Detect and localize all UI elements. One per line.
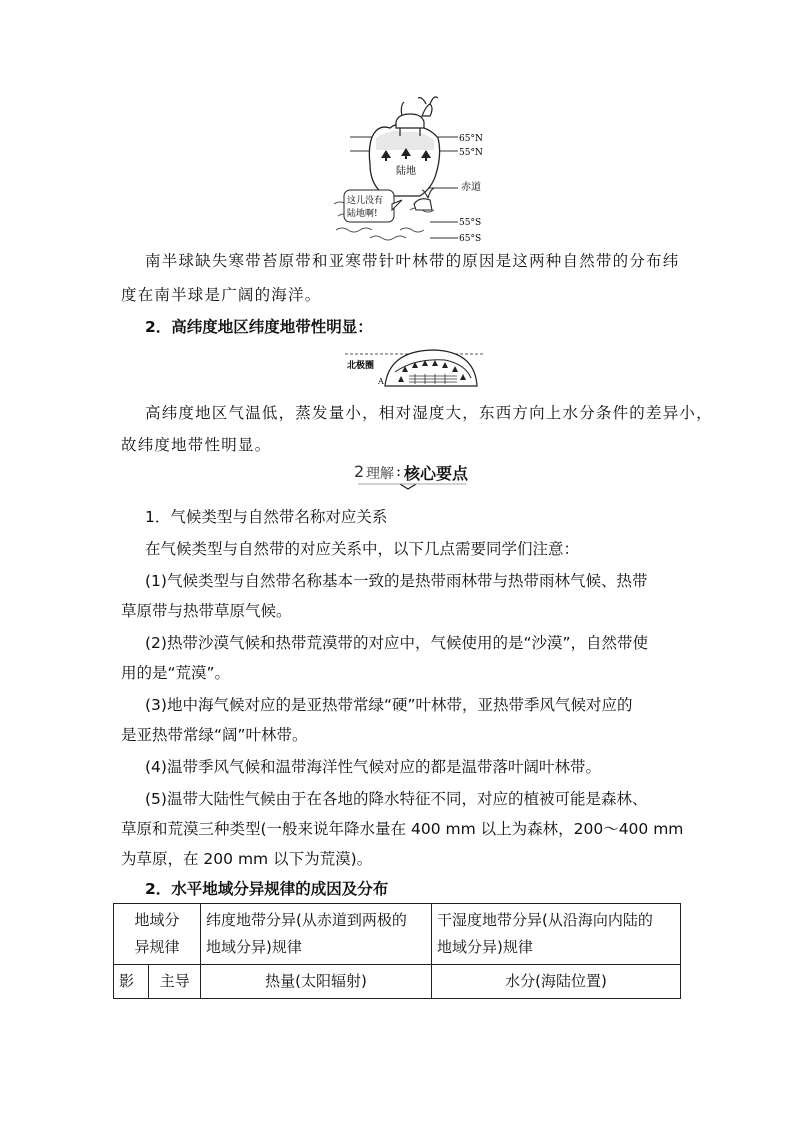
- banner-colon: :: [396, 462, 402, 480]
- table-h2-line1: 干湿度地带分异(从沿海向内陆的: [437, 911, 653, 929]
- lat-65s-label: 65°S: [459, 234, 482, 244]
- table-h2-line2: 地域分异)规律: [437, 938, 533, 956]
- equator-label: 赤道: [461, 182, 481, 193]
- table-h1-line2: 地域分异)规律: [206, 938, 302, 956]
- table-header-cell: [201, 904, 432, 965]
- land-label: 陆地: [396, 166, 416, 177]
- zonation-table: [113, 903, 681, 999]
- point1-n3-line2: 是亚热带常绿“阔”叶林带。: [121, 726, 308, 744]
- table-cell: 水分(海陆位置): [432, 965, 681, 999]
- banner-number: 2: [354, 462, 365, 481]
- lat-65n-label: 65°N: [459, 134, 483, 144]
- point1-n2-line2: 用的是“荒漠”。: [121, 664, 231, 682]
- point1-n5-line1: (5)温带大陆性气候由于在各地的降水特征不同，对应的植被可能是森林、: [145, 790, 648, 808]
- table-h0-line2: 异规律: [134, 938, 180, 956]
- point1-heading: 1．气候类型与自然带名称对应关系: [145, 508, 388, 526]
- point1-n4: (4)温带季风气候和温带海洋性气候对应的都是温带落叶阔叶林带。: [145, 758, 601, 776]
- table-header-cell: [114, 904, 201, 965]
- point-a-label: A: [378, 377, 384, 386]
- polar-zone-diagram: [345, 344, 485, 390]
- section-banner: [348, 460, 476, 490]
- table-h0-line1: 地域分: [134, 911, 180, 929]
- point1-n1-line2: 草原带与热带草原气候。: [121, 602, 292, 620]
- arctic-circle-label: 北极圈: [347, 361, 375, 371]
- table-cell: 影: [114, 965, 149, 999]
- lat-55s-label: 55°S: [459, 218, 482, 228]
- banner-label: 理解: [366, 466, 394, 482]
- table-header-cell: [432, 904, 681, 965]
- point1-n5-line3: 为草原，在 200 mm 以下为荒漠)。: [121, 850, 373, 868]
- item2-heading: 2．高纬度地区纬度地带性明显：: [145, 318, 373, 336]
- table-cell: 热量(太阳辐射): [201, 965, 432, 999]
- speech-line2: 陆地啊!: [347, 209, 378, 219]
- para1-line1: 南半球缺失寒带苔原带和亚寒带针叶林带的原因是这两种自然带的分布纬: [145, 252, 680, 270]
- para2-line2: 故纬度地带性明显。: [121, 436, 272, 454]
- speech-line1: 这儿没有: [347, 196, 384, 206]
- point1-intro: 在气候类型与自然带的对应关系中，以下几点需要同学们注意：: [145, 540, 580, 558]
- table-h1-line1: 纬度地带分异(从赤道到两极的: [206, 911, 407, 929]
- banner-title: 核心要点: [404, 464, 469, 483]
- point1-n5-line2: 草原和荒漠三种类型(一般来说年降水量在 400 mm 以上为森林，200～400 mm: [121, 820, 684, 838]
- table-header-row: [114, 904, 681, 965]
- lat-55n-label: 55°N: [459, 148, 483, 158]
- table-row: [114, 965, 681, 999]
- point1-n2-line1: (2)热带沙漠气候和热带荒漠带的对应中，气候使用的是“沙漠”，自然带使: [145, 634, 649, 652]
- point1-n3-line1: (3)地中海气候对应的是亚热带常绿“硬”叶林带，亚热带季风气候对应的: [145, 696, 633, 714]
- point1-n1-line1: (1)气候类型与自然带名称基本一致的是热带雨林带与热带雨林气候、热带: [145, 572, 648, 590]
- hemisphere-diagram: [330, 92, 500, 244]
- table-cell: 主导: [149, 965, 201, 999]
- point2-heading: 2．水平地域分异规律的成因及分布: [145, 880, 389, 898]
- para2-line1: 高纬度地区气温低，蒸发量小，相对湿度大，东西方向上水分条件的差异小，: [145, 404, 713, 422]
- para1-line2: 度在南半球是广阔的海洋。: [121, 286, 322, 304]
